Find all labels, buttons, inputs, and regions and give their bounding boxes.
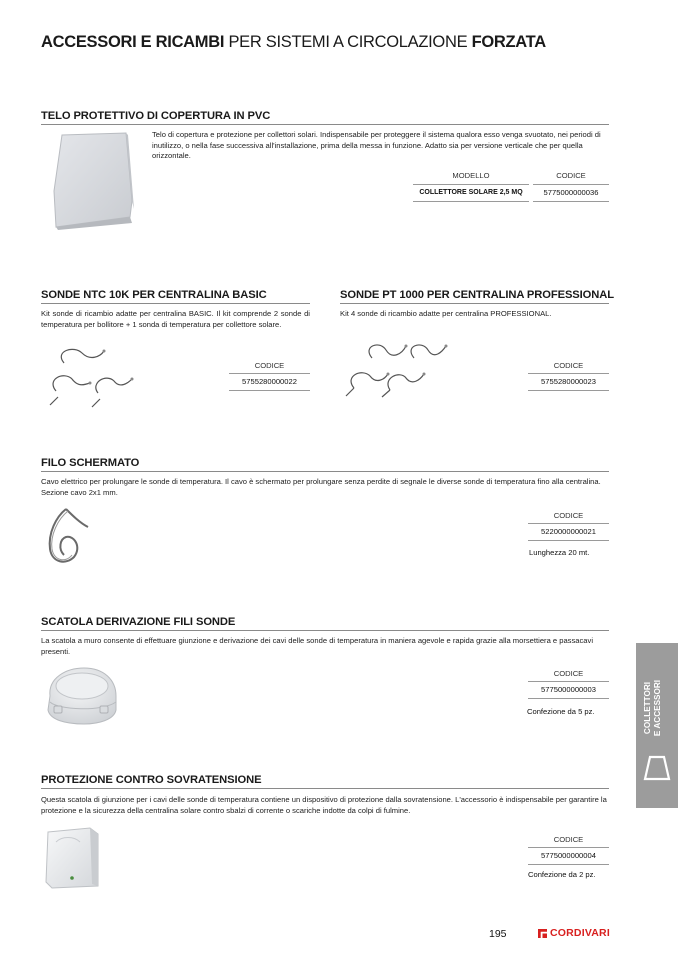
cell-codice: 5775000000036 xyxy=(543,188,599,197)
table-scatola xyxy=(528,669,609,701)
side-tab-label xyxy=(643,668,662,748)
col-header-codice: CODICE xyxy=(553,511,584,520)
divider xyxy=(533,184,609,185)
section-title-telo: TELO PROTETTIVO DI COPERTURA IN PVC xyxy=(41,110,609,125)
divider xyxy=(528,681,609,682)
col-header-codice: CODICE xyxy=(254,361,285,370)
cell-codice: 5775000000004 xyxy=(541,851,596,860)
description-telo: Telo di copertura e protezione per collettori solari. Indispensabile per proteggere il sistema qualora esso venga svuotato, nei periodi di inutilizzo, o nella fase successiva all'installazione, prima della messa in funzione. Adatto sia per versione verticale che per quella orizzontale. xyxy=(152,130,601,161)
divider xyxy=(229,373,310,374)
side-tab-line1: COLLETTORI xyxy=(643,681,652,735)
table-sonde-pt xyxy=(528,361,609,393)
divider xyxy=(528,698,609,699)
cell-codice: 5775000000003 xyxy=(541,685,596,694)
col-header-modello: MODELLO xyxy=(452,171,490,180)
solar-collector-icon xyxy=(643,755,671,781)
table-sonde-ntc xyxy=(229,361,310,393)
divider xyxy=(528,540,609,541)
col-header-codice: CODICE xyxy=(553,669,584,678)
col-header-codice: CODICE xyxy=(556,171,586,180)
cell-codice: 5220000000021 xyxy=(541,527,596,536)
table-protezione xyxy=(528,835,609,867)
divider xyxy=(528,847,609,848)
cell-codice: 5755280000023 xyxy=(541,377,596,386)
description-sonde-ntc: Kit sonde di ricambio adatte per centralina BASIC. Il kit comprende 2 sonde di temperatura per bollitore + 1 sonda di temperatura per collettore solare. xyxy=(41,309,310,329)
divider xyxy=(413,201,529,202)
side-tab-line2: E ACCESSORI xyxy=(652,679,662,737)
brand-logo xyxy=(538,927,610,939)
table-telo xyxy=(413,171,609,203)
note-filo: Lunghezza 20 mt. xyxy=(529,548,590,557)
page-title xyxy=(41,33,546,52)
description-scatola: La scatola a muro consente di effettuare giunzione e derivazione dei cavi delle sonde di temperatura in maniera agevole e rapida grazie alla morsettiera e passacavi presenti. xyxy=(41,636,594,656)
divider xyxy=(528,864,609,865)
telo-image xyxy=(48,131,140,231)
page-title-part1: ACCESSORI E RICAMBI xyxy=(41,33,225,51)
page-title-part3: FORZATA xyxy=(471,33,546,51)
section-title-sonde-pt: SONDE PT 1000 PER CENTRALINA PROFESSIONAL xyxy=(340,289,609,304)
table-filo xyxy=(528,511,609,543)
brand-name: CORDIVARI xyxy=(550,927,610,939)
divider xyxy=(528,390,609,391)
cell-codice: 5755280000022 xyxy=(242,377,297,386)
section-title-protezione: PROTEZIONE CONTRO SOVRATENSIONE xyxy=(41,774,609,789)
filo-image xyxy=(44,505,94,567)
cordivari-logo-icon xyxy=(538,929,547,938)
page-number: 195 xyxy=(489,928,507,940)
protezione-image xyxy=(44,826,102,890)
section-title-scatola: SCATOLA DERIVAZIONE FILI SONDE xyxy=(41,616,609,631)
divider xyxy=(533,201,609,202)
page-title-part2: PER SISTEMI A CIRCOLAZIONE xyxy=(224,33,472,51)
description-protezione: Questa scatola di giunzione per i cavi delle sonde di temperatura contiene un dispositivo di protezione dalla sovratensione. L'accessorio è indispensabile per garantire la protezione e la sicurezza della centralina solare contro sbalzi di corrente o scariche indotte da colpi di fulmine. xyxy=(41,795,607,815)
divider xyxy=(413,184,529,185)
divider xyxy=(528,373,609,374)
description-sonde-pt: Kit 4 sonde di ricambio adatte per centralina PROFESSIONAL. xyxy=(340,309,552,318)
section-title-sonde-ntc: SONDE NTC 10K PER CENTRALINA BASIC xyxy=(41,289,310,304)
divider xyxy=(528,523,609,524)
cell-modello: COLLETTORE SOLARE 2,5 MQ xyxy=(419,189,523,196)
col-header-codice: CODICE xyxy=(553,835,584,844)
scatola-image xyxy=(44,666,120,726)
sonde-ntc-image xyxy=(44,343,134,411)
divider xyxy=(229,390,310,391)
note-scatola: Confezione da 5 pz. xyxy=(527,707,595,716)
description-filo: Cavo elettrico per prolungare le sonde di temperatura. Il cavo è schermato per prolungare senza perdite di segnale le diverse sonde di temperatura fino alla centralina. Sezione cavo 2x1 mm. xyxy=(41,477,601,497)
col-header-codice: CODICE xyxy=(553,361,584,370)
sonde-pt-image xyxy=(342,340,450,398)
side-tab[interactable] xyxy=(636,643,678,808)
note-protezione: Confezione da 2 pz. xyxy=(528,870,596,879)
section-title-filo: FILO SCHERMATO xyxy=(41,457,609,472)
